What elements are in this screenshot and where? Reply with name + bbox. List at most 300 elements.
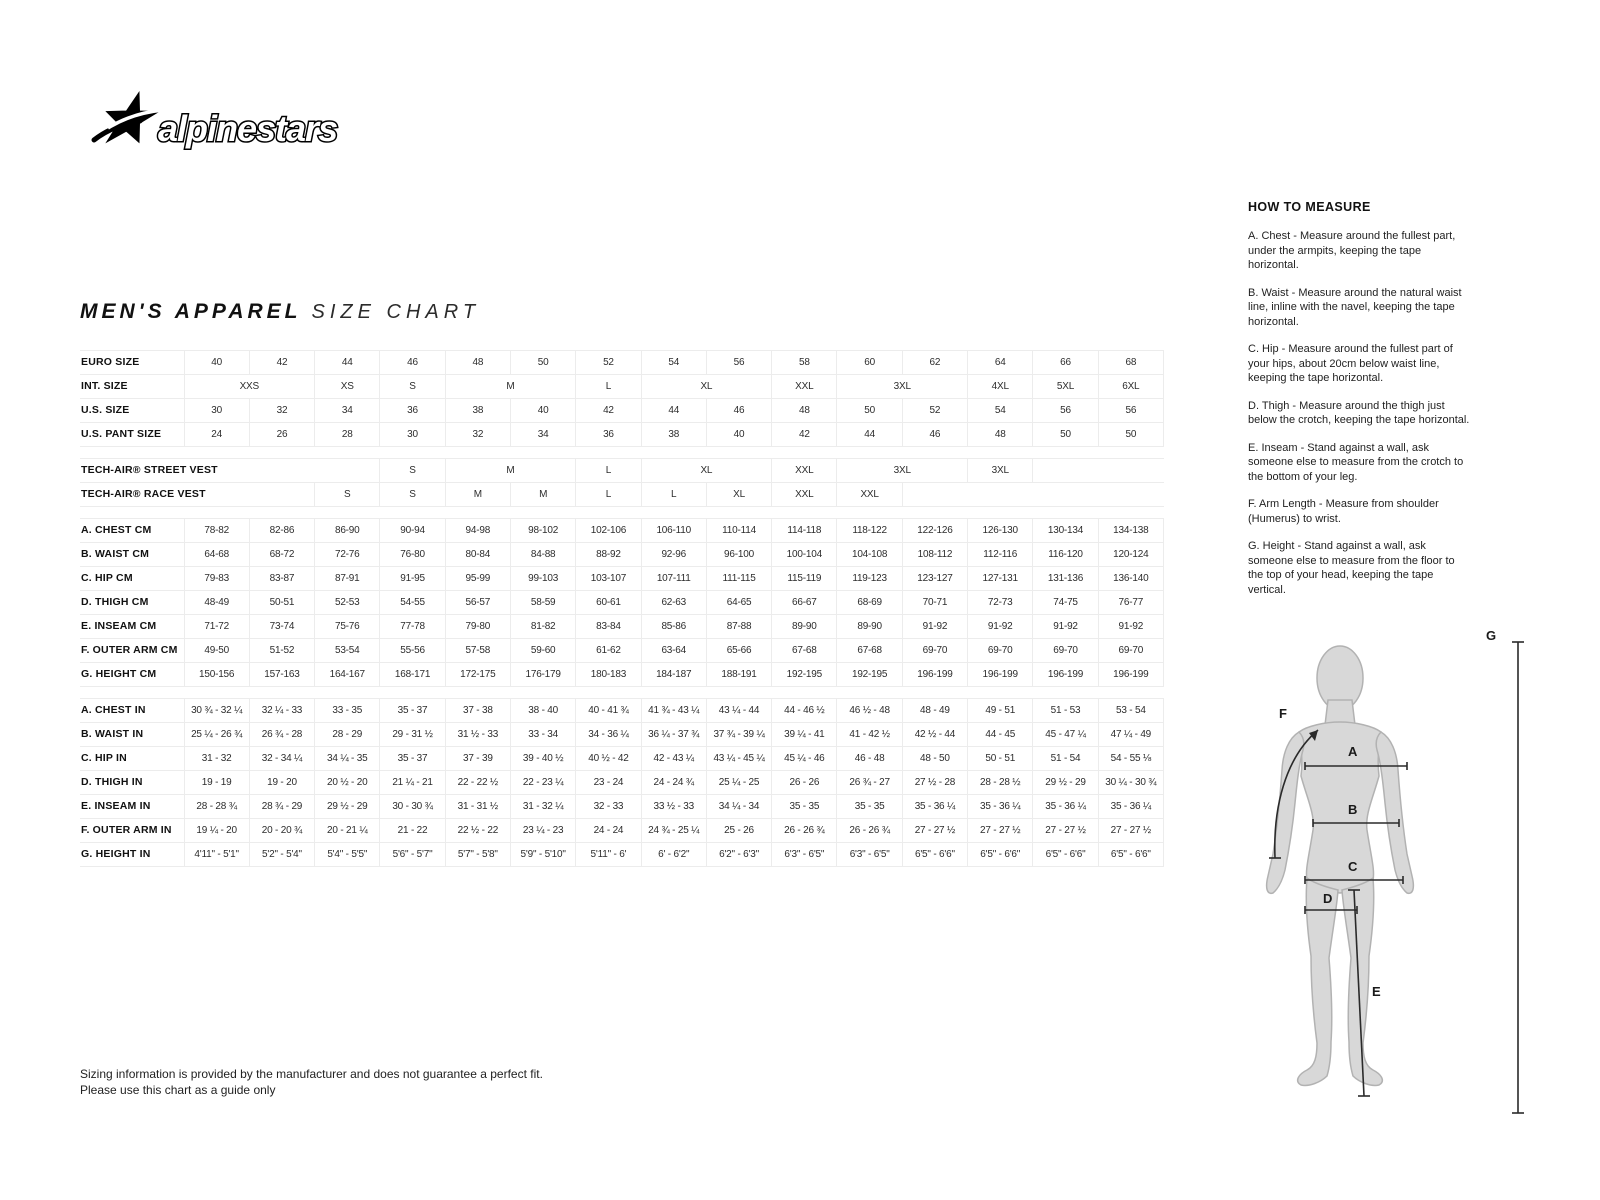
- size-cell: 27 - 27 ½: [902, 819, 967, 843]
- size-cell: 40: [510, 399, 575, 423]
- size-cell: 36: [576, 423, 641, 447]
- size-cell: 48-49: [184, 591, 249, 615]
- size-cell: 108-112: [902, 543, 967, 567]
- size-cell: 79-83: [184, 567, 249, 591]
- size-cell: 42: [576, 399, 641, 423]
- size-cell: XXL: [837, 483, 902, 507]
- size-cell: 50: [837, 399, 902, 423]
- size-cell: 26 - 26 ¾: [772, 819, 837, 843]
- size-cell: 25 ¼ - 26 ¾: [184, 723, 249, 747]
- table-row: [80, 723, 1164, 747]
- size-cell: 69-70: [968, 639, 1033, 663]
- figure-label-c: C: [1348, 859, 1358, 874]
- size-cell: 35 - 37: [380, 699, 445, 723]
- size-cell: 19 - 19: [184, 771, 249, 795]
- row-label: B. WAIST CM: [80, 543, 184, 567]
- size-cell: 6XL: [1098, 375, 1163, 399]
- size-cell: 46: [706, 399, 771, 423]
- size-cell: 29 - 31 ½: [380, 723, 445, 747]
- size-cell: 98-102: [510, 519, 575, 543]
- size-cell: 115-119: [772, 567, 837, 591]
- table-row: [80, 843, 1164, 867]
- size-cell: 56-57: [445, 591, 510, 615]
- size-cell: 48 - 49: [902, 699, 967, 723]
- size-cell: 23 ¼ - 23: [510, 819, 575, 843]
- size-cell: 50: [1098, 423, 1163, 447]
- size-cell: S: [315, 483, 380, 507]
- disclaimer: [80, 1066, 543, 1098]
- size-cell: S: [380, 459, 445, 483]
- size-cell: 43 ¼ - 45 ¼: [706, 747, 771, 771]
- size-cell: XL: [706, 483, 771, 507]
- size-cell: 45 ¼ - 46: [772, 747, 837, 771]
- size-cell: 24 ¾ - 25 ¼: [641, 819, 706, 843]
- row-label: F. OUTER ARM CM: [80, 639, 184, 663]
- size-cell: 68-72: [249, 543, 314, 567]
- size-cell: 134-138: [1098, 519, 1163, 543]
- size-cell: 41 - 42 ½: [837, 723, 902, 747]
- figure-label-f: F: [1279, 706, 1287, 721]
- size-cell: 5'7" - 5'8": [445, 843, 510, 867]
- size-cell: S: [380, 375, 445, 399]
- table-row: [80, 771, 1164, 795]
- size-cell: 131-136: [1033, 567, 1098, 591]
- row-label: A. CHEST CM: [80, 519, 184, 543]
- size-cell: 44: [837, 423, 902, 447]
- size-cell: 35 - 35: [772, 795, 837, 819]
- size-cell: 79-80: [445, 615, 510, 639]
- size-cell: 188-191: [706, 663, 771, 687]
- size-cell: 53 - 54: [1098, 699, 1163, 723]
- size-cell: 157-163: [249, 663, 314, 687]
- size-cell: 27 - 27 ½: [1033, 819, 1098, 843]
- size-cell: XXL: [772, 459, 837, 483]
- size-cell: 30 ¼ - 30 ¾: [1098, 771, 1163, 795]
- size-cell: 92-96: [641, 543, 706, 567]
- size-cell: 57-58: [445, 639, 510, 663]
- how-to-measure-heading: HOW TO MEASURE: [1248, 200, 1371, 214]
- table-row: [80, 615, 1164, 639]
- measure-instruction-chest: A. Chest - Measure around the fullest part, under the armpits, keeping the tape horizontal.: [1248, 230, 1456, 271]
- size-cell: 51 - 54: [1033, 747, 1098, 771]
- size-cell: 116-120: [1033, 543, 1098, 567]
- size-cell: 112-116: [968, 543, 1033, 567]
- row-label: E. INSEAM IN: [80, 795, 184, 819]
- size-cell: 123-127: [902, 567, 967, 591]
- size-cell: 100-104: [772, 543, 837, 567]
- size-cell: 130-134: [1033, 519, 1098, 543]
- size-cell: 76-80: [380, 543, 445, 567]
- size-cell: 104-108: [837, 543, 902, 567]
- size-cell: 91-95: [380, 567, 445, 591]
- size-cell: 48: [445, 351, 510, 375]
- size-cell: 28 - 28 ½: [968, 771, 1033, 795]
- size-cell: 48: [772, 399, 837, 423]
- figure-label-g: G: [1486, 628, 1497, 643]
- size-cell: 91-92: [1033, 615, 1098, 639]
- size-cell: 5'6" - 5'7": [380, 843, 445, 867]
- size-cell: 29 ½ - 29: [1033, 771, 1098, 795]
- size-cell: 61-62: [576, 639, 641, 663]
- size-cell: 3XL: [837, 459, 968, 483]
- size-cell: 22 - 23 ¼: [510, 771, 575, 795]
- size-cell: 5'11" - 6': [576, 843, 641, 867]
- size-cell: 42 - 43 ¼: [641, 747, 706, 771]
- size-cell: 49-50: [184, 639, 249, 663]
- size-cell: 44: [641, 399, 706, 423]
- size-cell: 50 - 51: [968, 747, 1033, 771]
- row-label: F. OUTER ARM IN: [80, 819, 184, 843]
- size-cell: 28: [315, 423, 380, 447]
- size-cell: 46: [902, 423, 967, 447]
- table-row: [80, 543, 1164, 567]
- size-cell: XXL: [772, 483, 837, 507]
- size-cell: 41 ¾ - 43 ¼: [641, 699, 706, 723]
- size-cell: 25 - 26: [706, 819, 771, 843]
- size-cell: 68: [1098, 351, 1163, 375]
- size-cell: 46 ½ - 48: [837, 699, 902, 723]
- size-cell: 37 - 38: [445, 699, 510, 723]
- size-cell: 38 - 40: [510, 699, 575, 723]
- size-cell: 84-88: [510, 543, 575, 567]
- size-cell: 21 ¼ - 21: [380, 771, 445, 795]
- size-cell: 56: [1098, 399, 1163, 423]
- figure-label-d: D: [1323, 891, 1333, 906]
- table-row: [80, 375, 1164, 399]
- figure-label-b: B: [1348, 802, 1358, 817]
- table-row: [80, 663, 1164, 687]
- size-cell: 118-122: [837, 519, 902, 543]
- size-cell: L: [576, 459, 641, 483]
- size-cell: 6'5" - 6'6": [902, 843, 967, 867]
- table-row: [80, 699, 1164, 723]
- size-cell: 69-70: [1098, 639, 1163, 663]
- size-cell: 32: [249, 399, 314, 423]
- size-cell: 107-111: [641, 567, 706, 591]
- size-cell: 54: [641, 351, 706, 375]
- size-cell: 60-61: [576, 591, 641, 615]
- size-cell: 25 ¼ - 25: [706, 771, 771, 795]
- size-cell: 67-68: [772, 639, 837, 663]
- size-table: [80, 350, 1164, 867]
- size-cell: 87-88: [706, 615, 771, 639]
- size-cell: 77-78: [380, 615, 445, 639]
- size-cell: 136-140: [1098, 567, 1163, 591]
- size-cell: 52: [902, 399, 967, 423]
- size-cell: M: [445, 459, 576, 483]
- size-cell: S: [380, 483, 445, 507]
- size-cell: 30 - 30 ¾: [380, 795, 445, 819]
- size-cell: 19 - 20: [249, 771, 314, 795]
- size-cell: 32: [445, 423, 510, 447]
- size-cell: 40 ½ - 42: [576, 747, 641, 771]
- table-row: [80, 591, 1164, 615]
- size-cell: 168-171: [380, 663, 445, 687]
- size-cell: 19 ¼ - 20: [184, 819, 249, 843]
- size-cell: 21 - 22: [380, 819, 445, 843]
- row-label: B. WAIST IN: [80, 723, 184, 747]
- size-cell: 5'9" - 5'10": [510, 843, 575, 867]
- size-cell: 83-87: [249, 567, 314, 591]
- size-cell: 32 - 34 ¼: [249, 747, 314, 771]
- size-cell: 81-82: [510, 615, 575, 639]
- size-cell: 38: [445, 399, 510, 423]
- size-cell: 34: [510, 423, 575, 447]
- table-group-gap: [80, 687, 1164, 699]
- size-cell: 56: [1033, 399, 1098, 423]
- size-cell: 82-86: [249, 519, 314, 543]
- size-cell: 52: [576, 351, 641, 375]
- size-cell: 50: [1033, 423, 1098, 447]
- page-title: [80, 300, 480, 324]
- size-cell: 3XL: [968, 459, 1033, 483]
- size-cell: 42: [772, 423, 837, 447]
- size-cell: 56: [706, 351, 771, 375]
- row-label: A. CHEST IN: [80, 699, 184, 723]
- size-cell: 28 - 29: [315, 723, 380, 747]
- measure-instruction-hip: C. Hip - Measure around the fullest part of your hips, about 20cm below waist line, keeping the tape horizontal.: [1248, 343, 1453, 384]
- size-cell: 120-124: [1098, 543, 1163, 567]
- size-cell: 52-53: [315, 591, 380, 615]
- size-cell: 34 ¼ - 35: [315, 747, 380, 771]
- size-cell: 150-156: [184, 663, 249, 687]
- size-cell: L: [576, 483, 641, 507]
- size-cell: L: [641, 483, 706, 507]
- size-cell: 43 ¼ - 44: [706, 699, 771, 723]
- row-label: TECH-AIR® RACE VEST: [80, 483, 184, 507]
- size-cell: 59-60: [510, 639, 575, 663]
- table-row: [80, 483, 1164, 507]
- figure-label-a: A: [1348, 744, 1358, 759]
- row-label: G. HEIGHT CM: [80, 663, 184, 687]
- size-cell: 164-167: [315, 663, 380, 687]
- size-cell: 39 ¼ - 41: [772, 723, 837, 747]
- disclaimer-line-2: Please use this chart as a guide only: [80, 1083, 276, 1097]
- size-cell: 42: [249, 351, 314, 375]
- size-cell: 31 - 32 ¼: [510, 795, 575, 819]
- size-cell: 6' - 6'2": [641, 843, 706, 867]
- size-cell: 94-98: [445, 519, 510, 543]
- size-cell: 106-110: [641, 519, 706, 543]
- size-cell: 27 ½ - 28: [902, 771, 967, 795]
- brand-logo: [78, 84, 358, 164]
- size-cell: 49 - 51: [968, 699, 1033, 723]
- size-cell: 40 - 41 ¾: [576, 699, 641, 723]
- size-cell: 62: [902, 351, 967, 375]
- size-cell: 6'3" - 6'5": [772, 843, 837, 867]
- table-row: [80, 399, 1164, 423]
- table-row: [80, 567, 1164, 591]
- size-cell: 45 - 47 ¼: [1033, 723, 1098, 747]
- size-cell: 196-199: [902, 663, 967, 687]
- size-cell: 30: [380, 423, 445, 447]
- size-cell: 69-70: [1033, 639, 1098, 663]
- size-cell: 4XL: [968, 375, 1033, 399]
- size-cell: 5'2" - 5'4": [249, 843, 314, 867]
- size-table-body: [80, 351, 1164, 867]
- size-cell: 48 - 50: [902, 747, 967, 771]
- size-cell: 35 - 36 ¼: [1033, 795, 1098, 819]
- size-cell: 22 ½ - 22: [445, 819, 510, 843]
- size-cell: 22 - 22 ½: [445, 771, 510, 795]
- size-cell: 6'5" - 6'6": [1033, 843, 1098, 867]
- size-cell: 91-92: [902, 615, 967, 639]
- table-row: [80, 459, 1164, 483]
- size-cell: 6'5" - 6'6": [1098, 843, 1163, 867]
- size-cell: 24 - 24: [576, 819, 641, 843]
- size-cell: 88-92: [576, 543, 641, 567]
- table-row: [80, 351, 1164, 375]
- size-cell: XXS: [184, 375, 315, 399]
- size-cell: 90-94: [380, 519, 445, 543]
- size-cell: 64-68: [184, 543, 249, 567]
- size-cell: 66: [1033, 351, 1098, 375]
- size-cell: 3XL: [837, 375, 968, 399]
- size-cell: 44: [315, 351, 380, 375]
- size-cell: 30 ¾ - 32 ¼: [184, 699, 249, 723]
- size-cell: 62-63: [641, 591, 706, 615]
- size-cell: 31 ½ - 33: [445, 723, 510, 747]
- size-cell: 29 ½ - 29: [315, 795, 380, 819]
- measure-instruction-waist: B. Waist - Measure around the natural waist line, inline with the navel, keeping the tape horizontal.: [1248, 286, 1462, 328]
- size-cell: 96-100: [706, 543, 771, 567]
- size-cell: 111-115: [706, 567, 771, 591]
- size-cell: 28 - 28 ¾: [184, 795, 249, 819]
- size-cell: 192-195: [772, 663, 837, 687]
- size-cell: 31 - 31 ½: [445, 795, 510, 819]
- size-cell: 33 - 35: [315, 699, 380, 723]
- size-cell: 64-65: [706, 591, 771, 615]
- size-cell: 80-84: [445, 543, 510, 567]
- size-cell: 35 - 36 ¼: [1098, 795, 1163, 819]
- size-cell: XL: [641, 459, 772, 483]
- size-cell: 24: [184, 423, 249, 447]
- size-cell: 74-75: [1033, 591, 1098, 615]
- size-cell: 35 - 36 ¼: [968, 795, 1033, 819]
- size-cell: 20 - 21 ¼: [315, 819, 380, 843]
- size-cell: 95-99: [445, 567, 510, 591]
- body-silhouette-icon: [1267, 646, 1414, 1085]
- page-title-bold: MEN'S APPAREL: [80, 300, 302, 323]
- size-cell: 33 ½ - 33: [641, 795, 706, 819]
- table-row: [80, 819, 1164, 843]
- row-label: D. THIGH IN: [80, 771, 184, 795]
- size-cell: 69-70: [902, 639, 967, 663]
- size-cell: 126-130: [968, 519, 1033, 543]
- size-cell: 60: [837, 351, 902, 375]
- row-label: C. HIP CM: [80, 567, 184, 591]
- size-cell: 31 - 32: [184, 747, 249, 771]
- size-cell: 127-131: [968, 567, 1033, 591]
- size-cell: 91-92: [968, 615, 1033, 639]
- size-cell: 89-90: [772, 615, 837, 639]
- row-label: INT. SIZE: [80, 375, 184, 399]
- size-cell: 54-55: [380, 591, 445, 615]
- size-cell: 70-71: [902, 591, 967, 615]
- size-cell: 110-114: [706, 519, 771, 543]
- size-cell: 50: [510, 351, 575, 375]
- size-cell: 26 ¾ - 27: [837, 771, 902, 795]
- alpinestars-logo-text: alpinestars: [158, 108, 338, 149]
- size-cell: 53-54: [315, 639, 380, 663]
- disclaimer-line-1: Sizing information is provided by the manufacturer and does not guarantee a perfect fit.: [80, 1067, 543, 1081]
- size-cell: 37 - 39: [445, 747, 510, 771]
- size-cell: XXL: [772, 375, 837, 399]
- page-title-light: SIZE CHART: [311, 301, 481, 323]
- size-cell: 58: [772, 351, 837, 375]
- row-label: E. INSEAM CM: [80, 615, 184, 639]
- size-cell: 72-76: [315, 543, 380, 567]
- size-cell: 34 ¼ - 34: [706, 795, 771, 819]
- row-label: U.S. PANT SIZE: [80, 423, 184, 447]
- size-cell: 54 - 55 ⅛: [1098, 747, 1163, 771]
- size-cell: 47 ¼ - 49: [1098, 723, 1163, 747]
- size-cell: 46 - 48: [837, 747, 902, 771]
- size-cell: 35 - 36 ¼: [902, 795, 967, 819]
- size-cell: 26: [249, 423, 314, 447]
- size-cell: 85-86: [641, 615, 706, 639]
- size-cell: 51-52: [249, 639, 314, 663]
- size-cell: 119-123: [837, 567, 902, 591]
- size-cell: 32 ¼ - 33: [249, 699, 314, 723]
- size-cell: 39 - 40 ½: [510, 747, 575, 771]
- measure-instruction-thigh: D. Thigh - Measure around the thigh just below the crotch, keeping the tape horizontal.: [1248, 399, 1470, 426]
- measure-instruction-arm: F. Arm Length - Measure from shoulder (Humerus) to wrist.: [1248, 498, 1439, 525]
- size-cell: 51 - 53: [1033, 699, 1098, 723]
- size-cell: 36: [380, 399, 445, 423]
- size-cell: 86-90: [315, 519, 380, 543]
- size-cell: 26 ¾ - 28: [249, 723, 314, 747]
- empty-cell: [902, 483, 1163, 507]
- size-cell: 91-92: [1098, 615, 1163, 639]
- size-cell: 5XL: [1033, 375, 1098, 399]
- size-cell: 40: [184, 351, 249, 375]
- size-cell: 196-199: [968, 663, 1033, 687]
- how-to-measure-panel: [1248, 200, 1470, 610]
- size-cell: 114-118: [772, 519, 837, 543]
- size-cell: 32 - 33: [576, 795, 641, 819]
- size-cell: M: [445, 375, 576, 399]
- size-cell: 35 - 37: [380, 747, 445, 771]
- size-cell: 28 ¾ - 29: [249, 795, 314, 819]
- size-cell: 55-56: [380, 639, 445, 663]
- alpinestars-star-icon: [78, 84, 358, 164]
- size-cell: 83-84: [576, 615, 641, 639]
- size-cell: 196-199: [1033, 663, 1098, 687]
- table-row: [80, 795, 1164, 819]
- size-cell: 103-107: [576, 567, 641, 591]
- size-cell: 58-59: [510, 591, 575, 615]
- row-label: G. HEIGHT IN: [80, 843, 184, 867]
- size-cell: 78-82: [184, 519, 249, 543]
- size-cell: 37 ¾ - 39 ¼: [706, 723, 771, 747]
- row-label: C. HIP IN: [80, 747, 184, 771]
- table-row: [80, 519, 1164, 543]
- size-cell: 176-179: [510, 663, 575, 687]
- size-cell: 66-67: [772, 591, 837, 615]
- size-cell: 75-76: [315, 615, 380, 639]
- size-cell: M: [510, 483, 575, 507]
- size-cell: 44 - 46 ½: [772, 699, 837, 723]
- size-cell: 50-51: [249, 591, 314, 615]
- size-cell: 76-77: [1098, 591, 1163, 615]
- size-cell: 63-64: [641, 639, 706, 663]
- table-group-gap: [80, 447, 1164, 459]
- size-cell: 46: [380, 351, 445, 375]
- row-label: D. THIGH CM: [80, 591, 184, 615]
- size-cell: 24 - 24 ¾: [641, 771, 706, 795]
- size-cell: 6'5" - 6'6": [968, 843, 1033, 867]
